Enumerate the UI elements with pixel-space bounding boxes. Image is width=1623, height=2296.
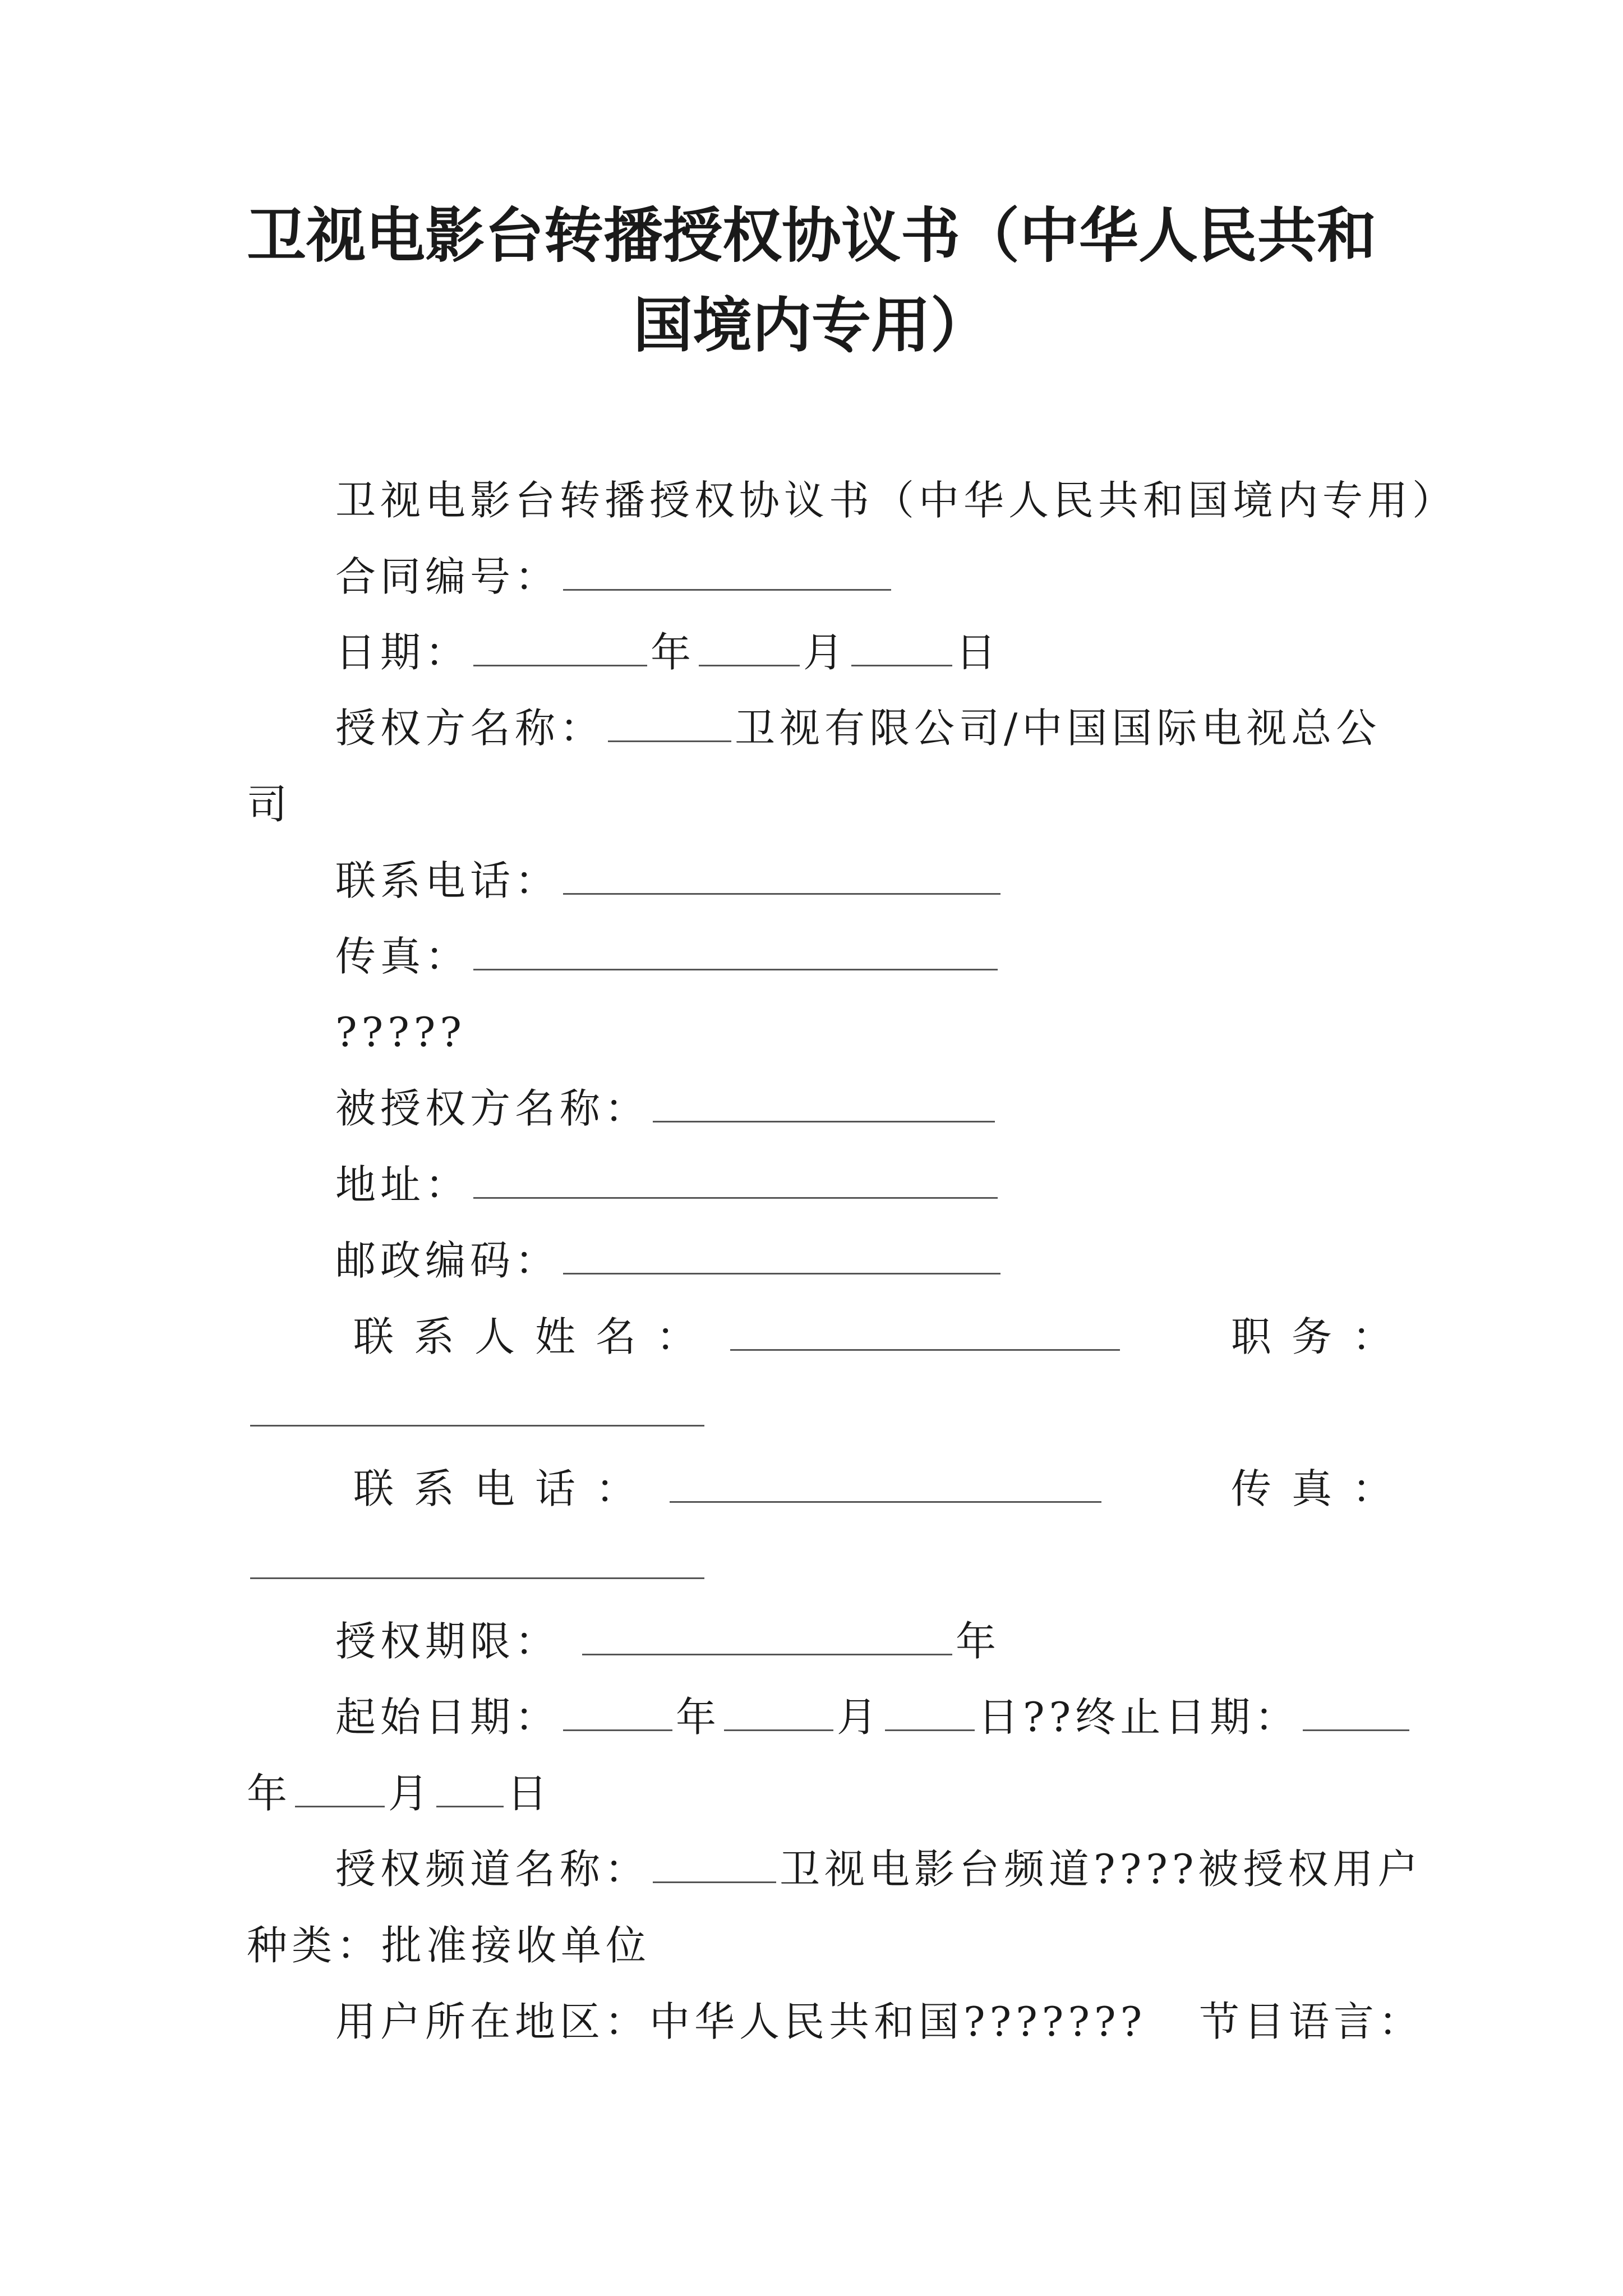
channel-line: 授权频道名称： 卫视电影台频道????被授权用户 [335,1846,1423,1893]
title-line-2: 国境内专用） [633,290,990,360]
fax-line: 传真： [335,928,1001,984]
position-blank [250,1417,704,1427]
term-blank [582,1646,952,1655]
contact-name-blank [730,1341,1120,1351]
contact-fax-label-line: 传真： [1231,1465,1413,1512]
start-month-blank [724,1722,833,1731]
fax-blank [473,961,998,970]
language-line: 节目语言： [1199,1998,1424,2045]
phone-blank [563,885,1000,895]
user-type-line: 种类：批准接收单位 [247,1922,651,1969]
end-month-blank [295,1798,385,1807]
date-day-blank [851,657,952,666]
end-date-line-cont: 年 月 日 [247,1770,552,1817]
garbled-line: ????? [335,1009,467,1056]
grantor-blank [608,733,731,742]
date-year-blank [473,657,647,666]
phone-line: 联系电话： [335,853,1004,909]
address-blank [473,1189,998,1199]
contact-phone-blank [670,1493,1101,1503]
start-year-blank [563,1722,672,1731]
term-line: 授权期限： 年 [335,1618,1001,1665]
contact-phone-line: 联系电话： [353,1461,1105,1517]
position-label-line: 职务： [1231,1313,1413,1360]
postcode-blank [563,1265,1000,1274]
contact-fax-blank [250,1570,704,1579]
start-end-date-line: 起始日期： 年 月 日??终止日期： [335,1689,1413,1745]
grantee-line: 被授权方名称： [335,1080,998,1137]
agreement-heading: 卫视电影台转播授权协议书（中华人民共和国境内专用） [335,477,1458,524]
postcode-line: 邮政编码： [335,1232,1004,1289]
position-blank-line [247,1384,708,1441]
contact-name-line: 联系人姓名： [353,1309,1123,1365]
end-day-blank [436,1798,504,1807]
address-line: 地址： [335,1157,1001,1213]
region-line: 用户所在地区：中华人民共和国??????? [335,1998,1147,2045]
channel-blank [653,1874,776,1883]
contract-number-line: 合同编号： [335,549,895,605]
contract-number-blank [563,581,891,591]
document-title [247,191,1376,370]
end-year-blank [1303,1722,1409,1731]
grantor-line-cont: 司 [247,781,292,828]
grantee-blank [653,1113,995,1122]
contact-fax-blank-line [247,1537,708,1593]
date-month-blank [699,657,800,666]
grantor-line: 授权方名称： 卫视有限公司/中国国际电视总公 [335,705,1381,752]
title-line-1: 卫视电影台转播授权协议书（中华人民共和 [247,200,1376,270]
start-day-blank [885,1722,975,1731]
date-line: 日期： 年 月 日 [335,629,1001,676]
